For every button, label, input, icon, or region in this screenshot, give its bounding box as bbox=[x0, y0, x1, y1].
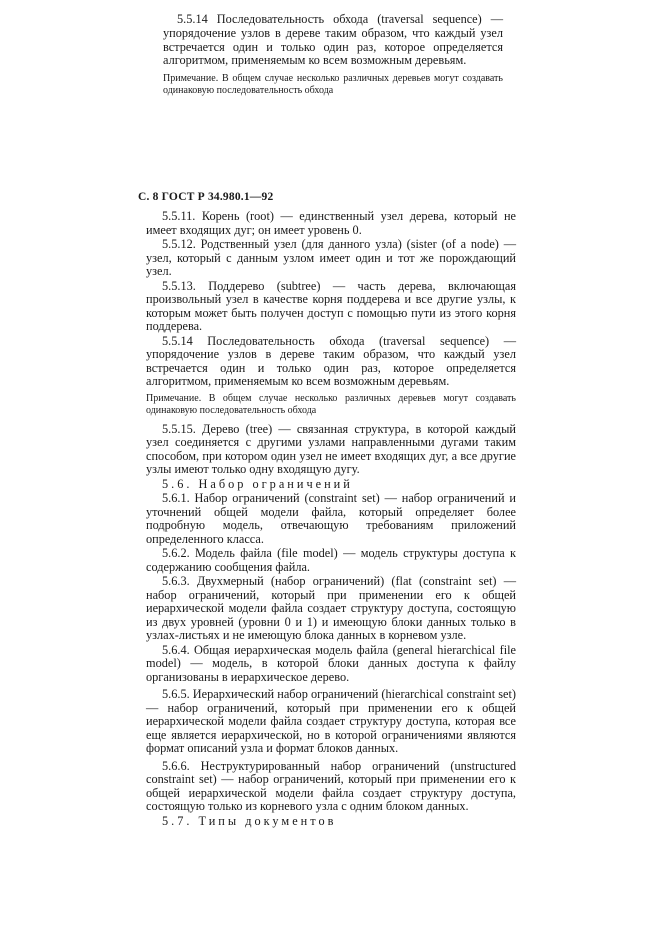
paragraph: 5.5.12. Родственный узел (для данного узла) (sister (of a node) — узел, который с данным узлом имеет один и тот же порождающий узел. bbox=[146, 237, 516, 278]
page-header: С. 8 ГОСТ Р 34.980.1—92 bbox=[138, 191, 274, 203]
paragraph: 5.6.4. Общая иерархическая модель файла (general hierarchical file model) — модель, в которой блоки данных доступа к файлу организованы в иерархическое дерево. bbox=[146, 642, 516, 684]
paragraph: 5.5.13. Поддерево (subtree) — часть дерева, включающая произвольный узел в качестве корня поддерева и все другие узлы, к которым может быть получен доступ с помощью пути из этого корня поддерева. bbox=[146, 278, 516, 333]
page-body bbox=[146, 210, 516, 829]
page-top-text bbox=[163, 13, 503, 68]
paragraph: 5.6.1. Набор ограничений (constraint set) — набор ограничений и уточнений общей модели файла, который определяет более подробную модель, отвечающую требованиям приложений определенного класса. bbox=[146, 491, 516, 546]
paragraph: 5.5.14 Последовательность обхода (traversal sequence) — упорядочение узлов в дереве таким образом, что каждый узел встречается один и только один раз, которое определяется алгоритмом, применяемым ко всем возможным деревьям. bbox=[146, 333, 516, 388]
paragraph: 5.5.11. Корень (root) — единственный узел дерева, который не имеет входящих дуг; он имеет уровень 0. bbox=[146, 209, 516, 237]
paragraph: 5.6.2. Модель файла (file model) — модель структуры доступа к содержанию сообщения файла. bbox=[146, 546, 516, 574]
paragraph: 5.6.6. Неструктурированный набор ограничений (unstructured constraint set) — набор ограничений, который при применении его к общей иерархической модели файла создает структуру доступа, состоящую только из корневого узла с одним блоком данных. bbox=[146, 758, 516, 813]
section-heading: 5.7. Типы документов bbox=[162, 813, 337, 828]
paragraph: 5.6.3. Двухмерный (набор ограничений) (flat (constraint set) — набор ограничений, который при применении его к общей иерархической модели файла создает структуру доступа, состоящую из двух уровней (уровни 0 и 1) и имеющую блоки данных только в узлах-листьях и не имеющую блока данных в корневом узле. bbox=[146, 574, 516, 642]
top-paragraph: 5.5.14 Последовательность обхода (traversal sequence) — упорядочение узлов в дереве таким образом, что каждый узел встречается один и только один раз, которое определяется алгоритмом, применяемым ко всем возможным деревьям. bbox=[163, 12, 503, 68]
top-note: Примечание. В общем случае несколько различных деревьев могут создавать одинаковую последовательность обхода bbox=[163, 73, 503, 96]
section-heading: 5.6. Набор ограничений bbox=[162, 476, 353, 491]
paragraph: 5.5.15. Дерево (tree) — связанная структура, в которой каждый узел соединяется с другими узлами направленными дугами таким способом, при котором один узел не имеет входящих дуг, а все другие узлы имеют только одну входящую дугу. bbox=[146, 421, 516, 476]
note: Примечание. В общем случае несколько различных деревьев могут создавать одинаковую последовательность обхода bbox=[146, 392, 516, 416]
paragraph: 5.6.5. Иерархический набор ограничений (hierarchical constraint set) — набор ограничений, который при применении его к общей иерархической модели файла создает структуру доступа, которая все еще является иерархической, но в которой ограничениями являются формат описаний узла и формат блоков данных. bbox=[146, 687, 516, 755]
